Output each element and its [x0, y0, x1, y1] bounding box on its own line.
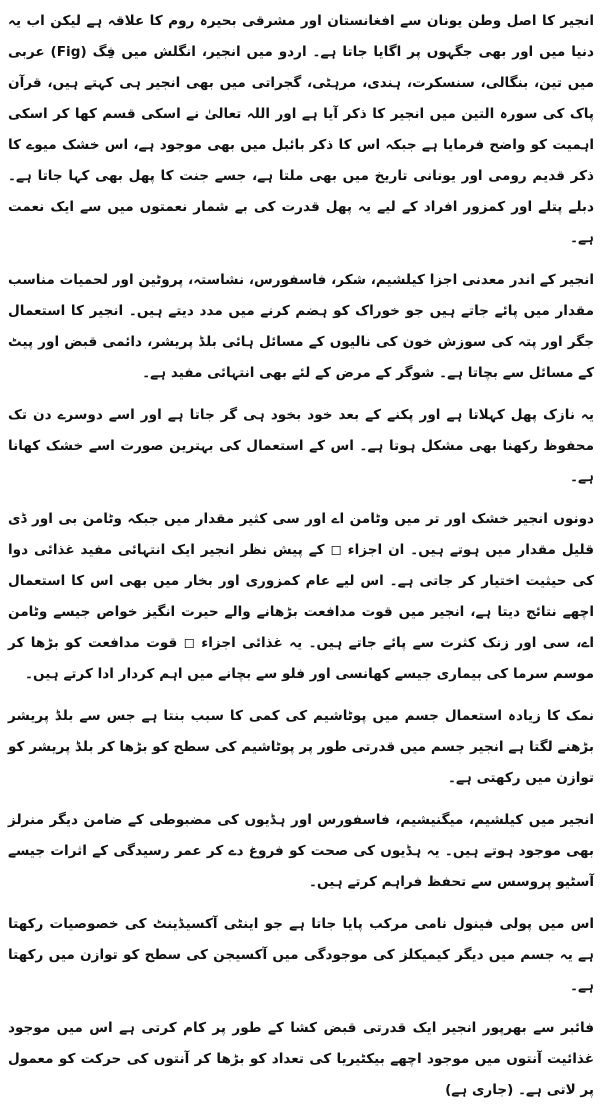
paragraph-vitamins: دونوں انجیر خشک اور تر میں وٹامن اے اور سی کثیر مقدار میں جبکہ وٹامن بی اور ڈی قلیل مقدار میں ہوتے ہیں۔ ان اجزاء ◻ کے پیش نظر انجیر ایک انتہائی مفید غذائی دوا کی حیثیت اختیار کر جاتی ہے۔ اس لیے عام کمزوری اور بخار میں بھی اس کا استعمال اچھے نتائج دیتا ہے، انجیر میں قوت مدافعت بڑھانے والے حیرت انگیز خواص جیسے وٹامن اے، سی اور زنک کثرت سے پائے جاتے ہیں۔ یہ غذائی اجزاء ◻ قوت مدافعت کو بڑھا کر موسم سرما کی بیماری جیسے کھانسی اور فلو سے بچانے میں اہم کردار ادا کرتے ہیں۔ — [8, 511, 594, 682]
paragraph-polyphenol: اس میں پولی فینول نامی مرکب پایا جاتا ہے جو اینٹی آکسیڈینٹ کی خصوصیات رکھتا ہے یہ جسم میں دیگر کیمیکلز کی موجودگی میں آکسیجن کی سطح کو توازن میں رکھتا ہے۔ — [8, 916, 594, 994]
paragraph-calcium: انجیر میں کیلشیم، میگنیشیم، فاسفورس اور ہڈیوں کی مضبوطی کے ضامن دیگر منرلز بھی موجود ہوتے ہیں۔ یہ ہڈیوں کی صحت کو فروغ دے کر عمر رسیدگی کے اثرات جیسے آسٹیو پروسس سے تحفظ فراہم کرتے ہیں۔ — [8, 812, 594, 890]
paragraph-minerals: انجیر کے اندر معدنی اجزا کیلشیم، شکر، فاسفورس، نشاستہ، پروٹین اور لحمیات مناسب مقدار میں پائے جاتے ہیں جو خوراک کو ہضم کرنے میں مدد دیتے ہیں۔ انجیر کا استعمال جگر اور پتہ کی سوزش خون کی نالیوں کے مسائل ہائی بلڈ پریشر، دائمی قبض اور پیٹ کے مسائل سے بچاتا ہے۔ شوگر کے مرض کے لئے بھی انتہائی مفید ہے۔ — [8, 272, 594, 381]
paragraph-fiber: فائبر سے بھرپور انجیر ایک قدرتی قبض کشا کے طور پر کام کرتی ہے اس میں موجود غذائیت آنتوں میں موجود اچھے بیکٹیریا کی تعداد کو بڑھا کر آنتوں کی حرکت کو معمول پر لاتی ہے۔ (جاری ہے) — [8, 1020, 594, 1098]
paragraph-potassium: نمک کا زیادہ استعمال جسم میں پوٹاشیم کی کمی کا سبب بنتا ہے جس سے بلڈ پریشر بڑھنے لگتا ہے انجیر جسم میں قدرتی طور پر پوٹاشیم کی سطح کو بڑھا کر بلڈ پریشر کو توازن میں رکھتی ہے۔ — [8, 708, 594, 786]
paragraph-delicate-fruit: یہ نازک پھل کہلاتا ہے اور پکنے کے بعد خود بخود ہی گر جاتا ہے اور اسے دوسرے دن تک محفوظ رکھنا بھی مشکل ہوتا ہے۔ اس کے استعمال کی بہترین صورت اسے خشک کھانا ہے۔ — [8, 407, 594, 485]
paragraph-origin: انجیر کا اصل وطن یونان سے افغانستان اور مشرقی بحیرہ روم کا علاقہ ہے لیکن اب یہ دنیا میں اور بھی جگہوں پر اگایا جاتا ہے۔ اردو میں انجیر، انگلش میں فِگ (Fig) عربی میں تین، بنگالی، سنسکرت، ہندی، مرہٹی، گجراتی میں بھی انجیر ہی کہتے ہیں، قرآن پاک کی سورہ التین میں انجیر کا ذکر آیا ہے اور اللہ تعالیٰ نے اسکی قسم کھا کر اسکی اہمیت کو واضح فرمایا ہے جبکہ اس کا ذکر بائبل میں بھی موجود ہے، اس خشک میوے کا ذکر قدیم رومی اور یونانی تاریخ میں بھی ملتا ہے، جسے جنت کا پھل بھی کہا جاتا ہے۔ دبلے پتلے اور کمزور افراد کے لیے یہ پھل قدرت کی بے شمار نعمتوں میں سے ایک نعمت ہے۔ — [8, 13, 595, 246]
